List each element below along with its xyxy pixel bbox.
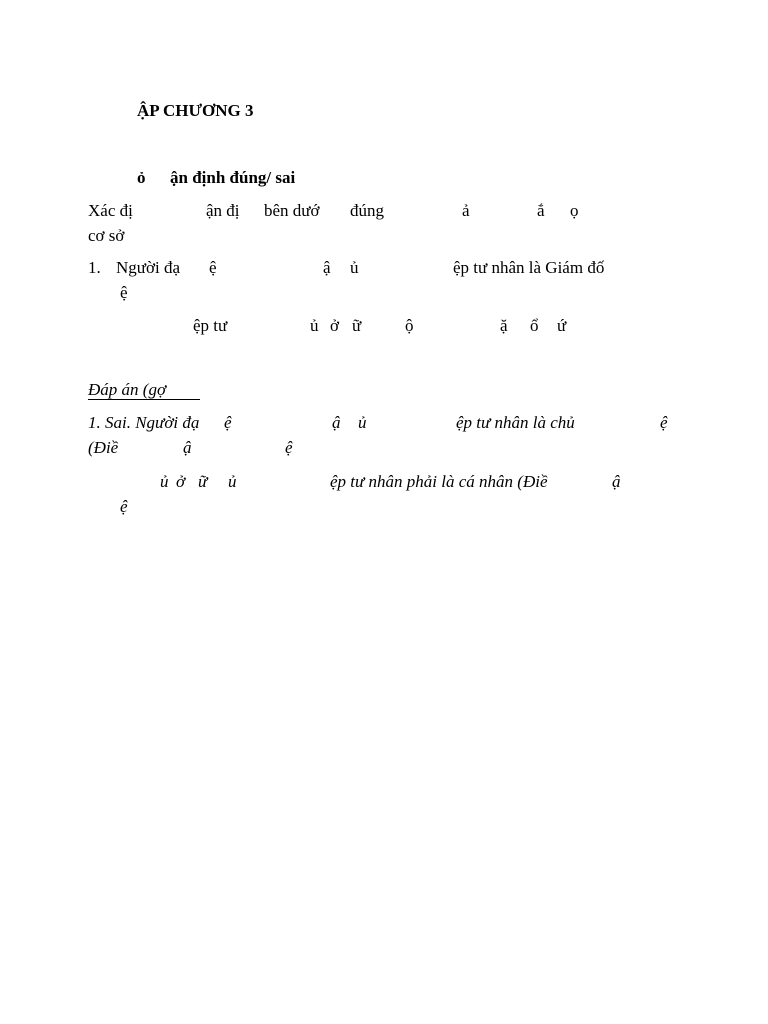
answer-frag: (Điề: [88, 438, 119, 457]
instruction-frag: ọ: [570, 201, 579, 220]
question-frag: ổ: [530, 316, 539, 335]
answer-frag: ở: [176, 472, 186, 491]
instruction-frag: Xác đị: [88, 201, 133, 220]
instruction-frag: ắ: [537, 201, 545, 220]
question-frag: ệp tư: [193, 316, 228, 335]
question-frag: ệ: [209, 258, 217, 277]
section-heading-part-b: ận định đúng/ sai: [170, 168, 296, 187]
answer-frag: ữ: [198, 472, 208, 491]
answer-frag: ậ: [612, 472, 621, 491]
question-frag: ủ: [310, 316, 319, 335]
answer-heading-underline: [88, 399, 200, 400]
answer-frag: ủ: [228, 472, 237, 491]
section-heading-part-a: ỏ: [137, 168, 146, 187]
answer-heading-text: Đáp án (gợ: [88, 380, 167, 399]
instruction-frag: đúng: [350, 201, 384, 220]
question-frag: ệp tư nhân là Giám đố: [453, 258, 605, 277]
question-number: 1.: [88, 258, 101, 277]
question-frag: ở: [330, 316, 339, 335]
question-frag: Người đạ: [116, 258, 180, 277]
instruction-frag: cơ sở: [88, 226, 125, 245]
answer-frag: ậ: [332, 413, 341, 432]
answer-frag: ệ: [660, 413, 668, 432]
question-frag: ộ: [405, 316, 414, 335]
question-frag: ủ: [350, 258, 359, 277]
question-frag: ặ: [500, 316, 508, 335]
question-frag: ậ: [323, 258, 331, 277]
instruction-frag: ận đị: [206, 201, 240, 220]
answer-frag: ệp tư nhân là chủ: [456, 413, 575, 432]
instruction-frag: ả: [462, 201, 470, 220]
answer-frag: ệp tư nhân phải là cá nhân (Điề: [330, 472, 548, 491]
answer-frag: ậ: [183, 438, 192, 457]
answer-frag: ệ: [120, 497, 128, 516]
question-frag: ứ: [557, 316, 567, 335]
question-frag: ệ: [120, 283, 128, 302]
answer-frag: ệ: [224, 413, 232, 432]
page-title: ẬP CHƯƠNG 3: [137, 101, 254, 120]
instruction-frag: bên dướ: [264, 201, 320, 220]
answer-frag: ủ: [358, 413, 367, 432]
answer-frag: ủ: [160, 472, 169, 491]
question-frag: ữ: [352, 316, 362, 335]
answer-frag: ệ: [285, 438, 293, 457]
answer-frag: 1. Sai. Người đạ: [88, 413, 200, 432]
